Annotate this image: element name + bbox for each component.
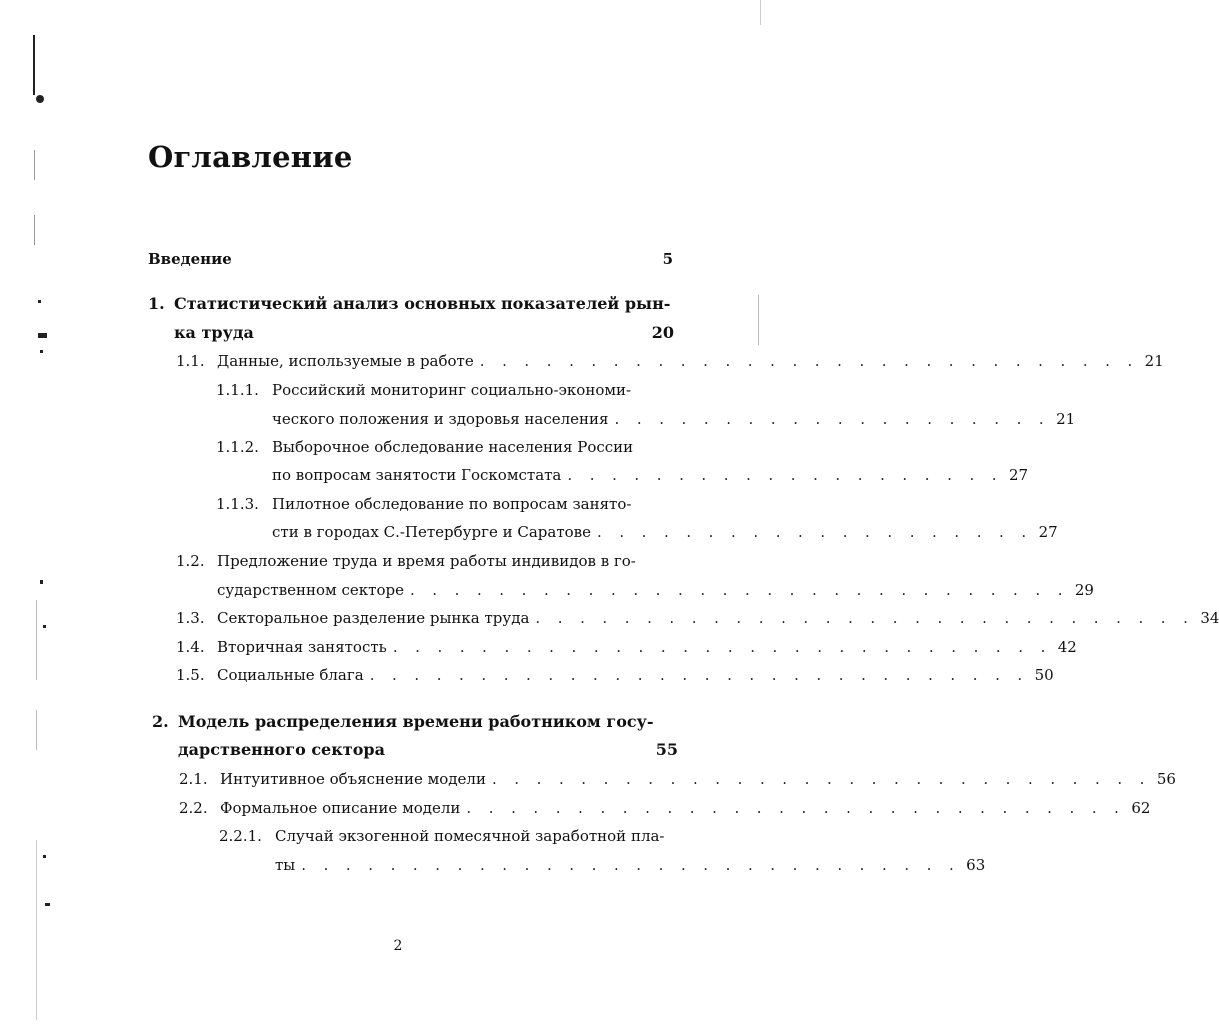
scan-mark — [34, 150, 35, 180]
page-title: Оглавление — [148, 140, 353, 174]
page-number: 2 — [393, 938, 403, 954]
toc-s2-2-page: 62 — [1131, 799, 1151, 817]
toc-s1-2-line2: сударственном секторе — [217, 581, 404, 599]
toc-ch2-title-line1: Модель распределения времени работником госу- — [178, 712, 654, 731]
toc-s1-1-3-page: 27 — [1038, 523, 1058, 541]
toc-s1-2-page: 29 — [1074, 581, 1094, 599]
toc-s1-1-3-line1: Пилотное обследование по вопросам занято- — [272, 495, 632, 513]
scan-mark — [38, 300, 41, 303]
toc-s1-3 — [217, 609, 1219, 627]
toc-s1-1-page: 21 — [1144, 352, 1164, 370]
toc-s2-1-page: 56 — [1156, 770, 1176, 788]
toc-s1-1-1 — [272, 410, 1076, 428]
toc-s1-1-2-number: 1.1.2. — [216, 438, 259, 456]
toc-s2-2-1-number: 2.2.1. — [219, 827, 262, 845]
leader-dots: . . . . . . . . . . . . . . . . . . . . . . . . . . . . . . — [409, 581, 1069, 599]
toc-s2-1 — [220, 770, 1176, 788]
toc-s1-1-number: 1.1. — [176, 352, 205, 370]
toc-s2-2 — [220, 799, 1151, 817]
toc-s2-2-1-line1: Случай экзогенной помесячной заработной пла- — [275, 827, 665, 845]
toc-s1-1-title: Данные, используемые в работе — [217, 352, 474, 370]
toc-ch1-title-line1: Статистический анализ основных показателей рын- — [174, 294, 671, 313]
toc-s1-1-1-line1: Российский мониторинг социально-экономи- — [272, 381, 632, 399]
toc-s1-1-2 — [272, 466, 1029, 484]
scan-mark — [43, 855, 46, 858]
leader-dots: . . . . . . . . . . . . . . . . . . . . . . . . . . . . . . — [491, 770, 1151, 788]
toc-s1-3-page: 34 — [1200, 609, 1219, 627]
toc-intro-title: Введение — [148, 250, 232, 268]
toc-s1-3-number: 1.3. — [176, 609, 205, 627]
toc-s1-1-3-line2: сти в городах С.-Петербурге и Саратове — [272, 523, 591, 541]
toc-s1-1-2-line2: по вопросам занятости Госкомстата — [272, 466, 562, 484]
toc-s1-2-line1: Предложение труда и время работы индивидов в го- — [217, 552, 636, 570]
scan-mark — [40, 580, 43, 584]
leader-dots: . . . . . . . . . . . . . . . . . . . . — [567, 466, 1003, 484]
toc-s1-1 — [217, 352, 1164, 370]
toc-s1-1-1-number: 1.1.1. — [216, 381, 259, 399]
toc-s2-2-number: 2.2. — [179, 799, 208, 817]
scan-mark — [34, 215, 35, 245]
toc-s2-2-1-page: 63 — [966, 856, 986, 874]
toc-ch2-number: 2. — [152, 712, 169, 731]
toc-s1-1-1-page: 21 — [1056, 410, 1076, 428]
toc-s1-1-3 — [272, 523, 1058, 541]
toc-s1-1-2-page: 27 — [1008, 466, 1029, 484]
leader-dots: . . . . . . . . . . . . . . . . . . . . . . . . . . . . . . — [535, 609, 1195, 627]
toc-s1-1-1-line2: ческого положения и здоровья населения — [272, 410, 609, 428]
toc-s2-2-1 — [275, 856, 986, 874]
toc-s1-5-page: 50 — [1034, 666, 1054, 684]
toc-ch1-title-line2: ка труда — [174, 323, 254, 342]
toc-ch1-page: 20 — [651, 323, 674, 342]
scan-mark — [758, 295, 759, 345]
toc-s1-5 — [217, 666, 1054, 684]
scan-mark — [36, 600, 37, 680]
toc-s1-2-number: 1.2. — [176, 552, 205, 570]
toc-ch2-title-line2: дарственного сектора — [178, 740, 385, 759]
leader-dots: . . . . . . . . . . . . . . . . . . . . . . . . . . . . . . — [301, 856, 961, 874]
scan-mark — [36, 710, 37, 750]
toc-ch1-number: 1. — [148, 294, 165, 313]
toc-s1-4-number: 1.4. — [176, 638, 205, 656]
leader-dots: . . . . . . . . . . . . . . . . . . . . . . . . . . . . . . — [369, 666, 1029, 684]
toc-s1-1-3-number: 1.1.3. — [216, 495, 259, 513]
leader-dots: . . . . . . . . . . . . . . . . . . . . . . . . . . . . . . — [392, 638, 1052, 656]
leader-dots: . . . . . . . . . . . . . . . . . . . . — [597, 523, 1033, 541]
leader-dots: . . . . . . . . . . . . . . . . . . . . . . . . . . . . . . — [466, 799, 1126, 817]
leader-dots: . . . . . . . . . . . . . . . . . . . . . . . . . . . . . . — [479, 352, 1139, 370]
scan-mark — [36, 95, 44, 103]
toc-s1-5-title: Социальные блага — [217, 666, 364, 684]
toc-s2-2-title: Формальное описание модели — [220, 799, 461, 817]
toc-s1-5-number: 1.5. — [176, 666, 205, 684]
scan-mark — [38, 333, 47, 338]
toc-intro-page: 5 — [662, 250, 673, 268]
toc-s1-3-title: Секторальное разделение рынка труда — [217, 609, 530, 627]
toc-s2-1-number: 2.1. — [179, 770, 208, 788]
toc-s1-4-page: 42 — [1057, 638, 1077, 656]
toc-s2-1-title: Интуитивное объяснение модели — [220, 770, 486, 788]
scan-mark — [43, 625, 46, 628]
leader-dots: . . . . . . . . . . . . . . . . . . . . — [614, 410, 1051, 428]
toc-s2-2-1-line2: ты — [275, 856, 296, 874]
scan-mark — [45, 903, 50, 906]
toc-s1-1-2-line1: Выборочное обследование населения России — [272, 438, 634, 456]
scan-mark — [760, 0, 761, 25]
toc-ch2-page: 55 — [655, 740, 678, 759]
scan-mark — [36, 840, 37, 1020]
scan-mark — [40, 350, 43, 353]
toc-s1-4 — [217, 638, 1077, 656]
scan-mark — [33, 35, 35, 95]
toc-s1-2 — [217, 581, 1094, 599]
toc-s1-4-title: Вторичная занятость — [217, 638, 387, 656]
